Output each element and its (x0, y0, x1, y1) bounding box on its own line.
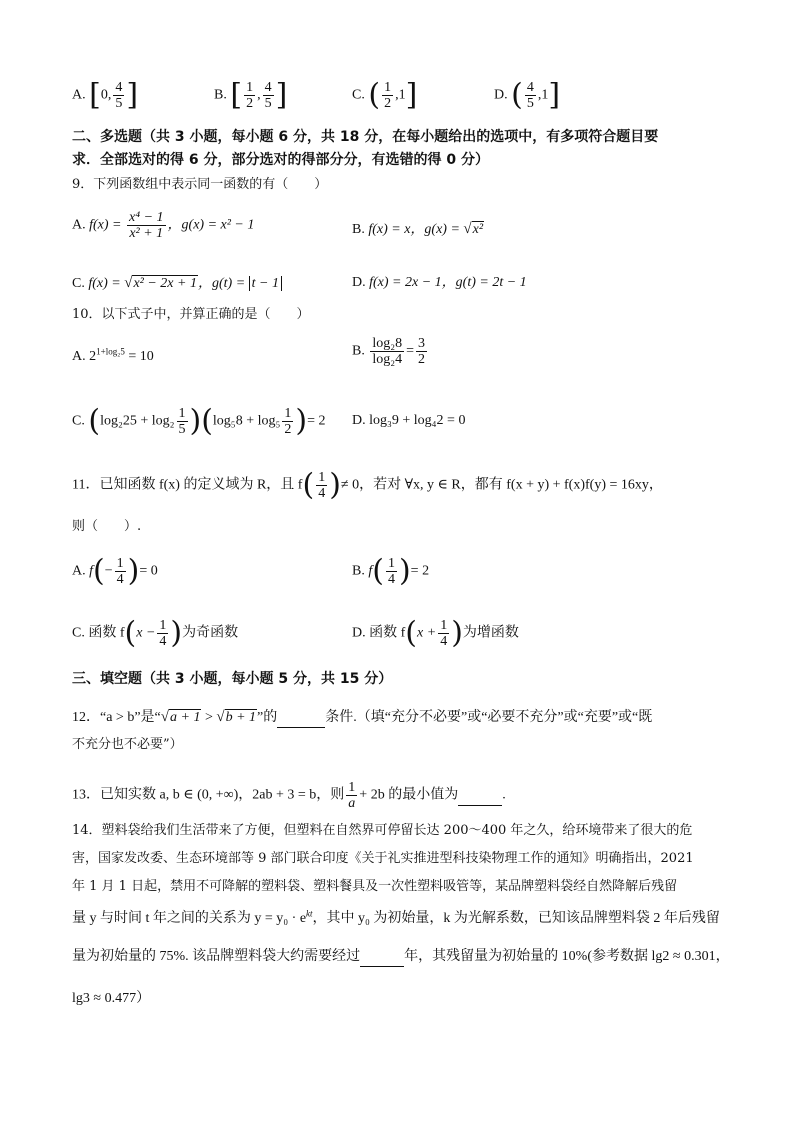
equals: = (406, 343, 415, 359)
interval-right: ,1 (537, 87, 549, 103)
numerator: 1 (348, 780, 356, 795)
numerator: 1 (178, 406, 186, 421)
q14-line3: 年 1 月 1 日起，禁用不可降解的塑料袋、塑料餐具及一次性塑料吸管等，某品牌塑料袋经自然降解后残留 (72, 879, 678, 894)
stem-text: 11．已知函数 f(x) 的定义域为 R，且 f (72, 477, 303, 493)
paren: ( (302, 467, 315, 503)
expr: ，g(x) = x² − 1 (167, 217, 255, 233)
option-label: C. (72, 276, 85, 291)
paren: ) (329, 467, 341, 503)
fraction (115, 556, 126, 587)
fraction (346, 780, 357, 811)
expr: = 2 (410, 563, 430, 579)
bracket: [ (89, 77, 101, 113)
exponent: kt (306, 908, 313, 919)
option-label: B. (214, 87, 227, 103)
numerator: 3 (418, 336, 426, 351)
expr: f(x) = (89, 217, 122, 233)
denominator: 2 (284, 422, 292, 437)
q14-line6: lg3 ≈ 0.477） (72, 991, 151, 1006)
q9-stem: 9．下列函数组中表示同一函数的有（ ） (72, 177, 328, 192)
expr: 为奇函数 (182, 625, 239, 641)
numerator: 4 (264, 80, 272, 95)
option-label: A. (72, 217, 86, 233)
denominator: 5 (526, 96, 534, 111)
section3-heading: 三、填空题（共 3 小题，每小题 5 分，共 15 分） (72, 671, 393, 687)
bracket: ] (275, 77, 288, 113)
paren: ( (372, 553, 384, 589)
radicand: x² (472, 222, 484, 237)
top-option-a (72, 77, 139, 113)
period: . (502, 787, 506, 803)
q12-line1 (72, 708, 652, 728)
paren: ( (124, 615, 137, 651)
absolute-value: t − 1 (249, 276, 282, 291)
paren: ( (93, 553, 105, 589)
denominator: 5 (115, 96, 123, 111)
denominator: 4 (116, 572, 124, 587)
denominator: 4 (387, 572, 395, 587)
fraction (244, 80, 255, 111)
denominator: log₂4 (372, 352, 403, 367)
comma: , (257, 87, 261, 103)
q10-option-c (72, 403, 326, 439)
numerator: 1 (284, 406, 292, 421)
answer-blank[interactable] (360, 948, 404, 967)
minus: − (104, 563, 113, 579)
fraction (386, 556, 397, 587)
q9-option-c (72, 274, 282, 293)
answer-blank[interactable] (277, 709, 325, 728)
denominator: 2 (246, 96, 254, 111)
bracket: ] (405, 77, 418, 113)
option-label: A. (72, 563, 86, 579)
q10-stem: 10．以下式子中，并算正确的是（ ） (72, 307, 310, 322)
section2-heading-line1: 二、多选题（共 3 小题，每小题 6 分，共 18 分，在每小题给出的选项中，有多项符合题目要 (72, 129, 659, 145)
denominator: x² + 1 (129, 226, 164, 241)
exponent: 1+log₂5 (96, 346, 125, 357)
bracket: ] (126, 77, 139, 113)
fraction (438, 618, 449, 649)
numerator: 1 (440, 618, 448, 633)
numerator: 1 (318, 470, 326, 485)
q13-line (72, 780, 506, 811)
sqrt-sign: √ (124, 275, 133, 291)
fraction (113, 80, 124, 111)
expr: 为增函数 (462, 625, 519, 641)
numerator: 1 (387, 556, 395, 571)
denominator: 4 (159, 634, 167, 649)
q9-option-d (352, 274, 527, 292)
option-label: D. (352, 625, 366, 641)
fraction (157, 618, 168, 649)
fraction (416, 336, 427, 367)
fraction (370, 336, 404, 367)
expr: = 10 (128, 349, 154, 364)
func: f (89, 563, 94, 579)
option-label: A. (72, 87, 86, 103)
q11-option-a (72, 553, 158, 589)
top-option-b (214, 77, 288, 113)
top-option-c (352, 77, 418, 113)
q10-option-b (352, 336, 429, 367)
fraction (263, 80, 274, 111)
sqrt-sign: √ (160, 709, 169, 725)
option-label: C. (352, 87, 365, 103)
fraction (127, 210, 166, 241)
option-label: B. (352, 222, 365, 237)
section2-heading-line2: 求．全部选对的得 6 分，部分选对的得部分分，有选错的得 0 分） (72, 152, 489, 168)
paren: ) (127, 553, 140, 589)
expr: f(x) = (88, 276, 121, 291)
q10-option-d (352, 412, 465, 430)
option-label: B. (352, 343, 365, 359)
q11-option-c (72, 615, 239, 651)
q11-stem (72, 467, 663, 503)
expr: f(x) = x，g(x) = (368, 222, 460, 237)
fraction (282, 406, 293, 437)
numerator: 4 (526, 80, 534, 95)
stem-text: ，其中 y₀ 为初始量，k 为光解系数，已知该品牌塑料袋 2 年后残留 (312, 911, 720, 926)
denominator: 4 (440, 634, 448, 649)
expr: log₂25 + log₂ (100, 413, 175, 429)
stem-text: 12．“a > b”是“ (72, 710, 161, 725)
option-label: C. (72, 625, 85, 641)
expr: x − (136, 625, 156, 641)
fraction (382, 80, 393, 111)
expr: log₅8 + log₅ (212, 413, 281, 429)
fraction (525, 80, 536, 111)
q9-option-b (352, 220, 484, 239)
option-label: A. (72, 349, 86, 364)
expr: 函数 f (88, 625, 125, 641)
bracket: ( (368, 77, 381, 113)
numerator: 1 (384, 80, 392, 95)
radicand: a + 1 (170, 710, 201, 725)
numerator: 1 (116, 556, 124, 571)
fraction (316, 470, 327, 501)
paren: ) (295, 403, 308, 439)
greater-than: > (201, 710, 217, 725)
sqrt-sign: √ (216, 709, 225, 725)
expr: x + (417, 625, 437, 641)
fraction (177, 406, 188, 437)
numerator: x⁴ − 1 (129, 210, 164, 225)
q14-line1: 14．塑料袋给我们生活带来了方便，但塑料在自然界可停留长达 200～400 年之久，给环境带来了很大的危 (72, 823, 693, 838)
stem-text: ”的 (257, 710, 278, 725)
denominator: 2 (418, 352, 426, 367)
interval-left: 0, (100, 87, 112, 103)
sqrt-sign: √ (463, 221, 472, 237)
q14-line2: 害，国家发改委、生态环境部等 9 部门联合印度《关于礼实推进型科技染物理工作的通知》明确指出，2021 (72, 851, 694, 866)
paren: ) (398, 553, 411, 589)
expr: log₃9 + log₄2 = 0 (369, 413, 466, 428)
expr: = 0 (139, 563, 158, 579)
paren: ( (405, 615, 418, 651)
expr: f(x) = 2x − 1，g(t) = 2t − 1 (369, 275, 527, 290)
paren: ( (88, 403, 101, 439)
option-label: D. (352, 413, 366, 428)
expr: ，g(t) = (197, 276, 246, 291)
stem-text: + 2b 的最小值为 (359, 787, 459, 803)
expr: 函数 f (369, 625, 406, 641)
paren: ) (451, 615, 463, 651)
q11-option-b (352, 553, 430, 589)
stem-text: 量为初始量的 75%. 该品牌塑料袋大约需要经过 (72, 949, 361, 964)
bracket: ] (548, 77, 561, 113)
numerator: log₂8 (372, 336, 403, 351)
base: 2 (89, 349, 97, 364)
paren: ) (170, 615, 183, 651)
denominator: 2 (384, 96, 392, 111)
q12-line2: 不充分也不必要”） (72, 737, 183, 752)
answer-blank[interactable] (458, 787, 502, 806)
option-label: B. (352, 563, 365, 579)
denominator: 5 (264, 96, 272, 111)
interval-right: ,1 (395, 87, 406, 103)
bracket: ( (511, 77, 523, 113)
option-label: D. (352, 275, 366, 290)
numerator: 1 (159, 618, 167, 633)
stem-text: 条件.（填“充分不必要”或“必要不充分”或“充要”或“既 (325, 710, 653, 725)
radicand: b + 1 (225, 710, 257, 725)
option-label: C. (72, 413, 85, 429)
top-option-d (494, 77, 561, 113)
stem-text: ≠ 0，若对 ∀x, y ∈ R，都有 f(x + y) + f(x)f(y) = 16xy， (340, 477, 663, 493)
paren: )( (189, 403, 213, 439)
numerator: 1 (246, 80, 254, 95)
stem-text: 量 y 与时间 t 年之间的关系为 y = y₀ · e (72, 911, 307, 926)
denominator: a (348, 796, 356, 811)
stem-text: 年，其残留量为初始量的 10%(参考数据 lg2 ≈ 0.301， (404, 949, 730, 964)
q14-line5 (72, 948, 730, 967)
radicand: x² − 2x + 1 (133, 276, 197, 291)
option-label: D. (494, 87, 508, 103)
q9-option-a (72, 210, 254, 241)
func: f (368, 563, 373, 579)
q14-line4 (72, 910, 720, 928)
numerator: 4 (115, 80, 123, 95)
q10-option-a (72, 348, 154, 366)
bracket: [ (230, 77, 243, 113)
expr: = 2 (307, 413, 326, 429)
denominator: 4 (318, 486, 326, 501)
stem-text: 13．已知实数 a, b ∈ (0, +∞)，2ab + 3 = b，则 (72, 787, 345, 803)
q11-option-d (352, 615, 519, 651)
q11-stem-line2: 则（ ）. (72, 519, 142, 534)
denominator: 5 (178, 422, 186, 437)
